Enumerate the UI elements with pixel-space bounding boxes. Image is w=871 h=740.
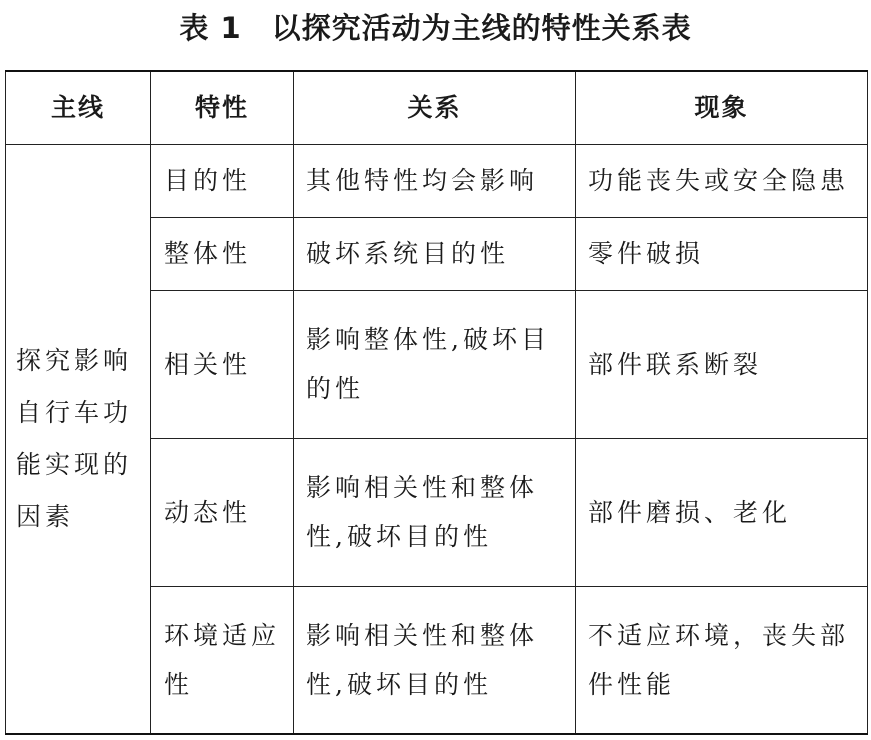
header-phenomenon: 现象 <box>576 71 868 144</box>
property-cell: 目的性 <box>151 144 294 217</box>
phenomenon-cell: 部件磨损、老化 <box>576 438 868 586</box>
phenomenon-cell: 不适应环境，丧失部件性能 <box>576 586 868 734</box>
property-cell: 相关性 <box>151 290 294 438</box>
main-line-cell: 探究影响自行车功能实现的因素 <box>6 144 151 734</box>
relation-cell: 破坏系统目的性 <box>294 217 576 290</box>
table-title: 以探究活动为主线的特性关系表 <box>271 11 692 45</box>
relation-cell: 影响相关性和整体性,破坏目的性 <box>294 438 576 586</box>
relation-cell: 影响相关性和整体性,破坏目的性 <box>294 586 576 734</box>
table-caption <box>0 8 871 48</box>
table-number: 表 1 <box>179 11 242 45</box>
header-main-line: 主线 <box>6 71 151 144</box>
relation-cell: 其他特性均会影响 <box>294 144 576 217</box>
relation-cell: 影响整体性,破坏目的性 <box>294 290 576 438</box>
property-cell: 环境适应性 <box>151 586 294 734</box>
table-row <box>6 144 868 217</box>
phenomenon-cell: 功能丧失或安全隐患 <box>576 144 868 217</box>
table-header-row <box>6 71 868 144</box>
property-cell: 动态性 <box>151 438 294 586</box>
phenomenon-cell: 零件破损 <box>576 217 868 290</box>
header-property: 特性 <box>151 71 294 144</box>
header-relation: 关系 <box>294 71 576 144</box>
phenomenon-cell: 部件联系断裂 <box>576 290 868 438</box>
property-relation-table <box>5 70 868 735</box>
property-cell: 整体性 <box>151 217 294 290</box>
